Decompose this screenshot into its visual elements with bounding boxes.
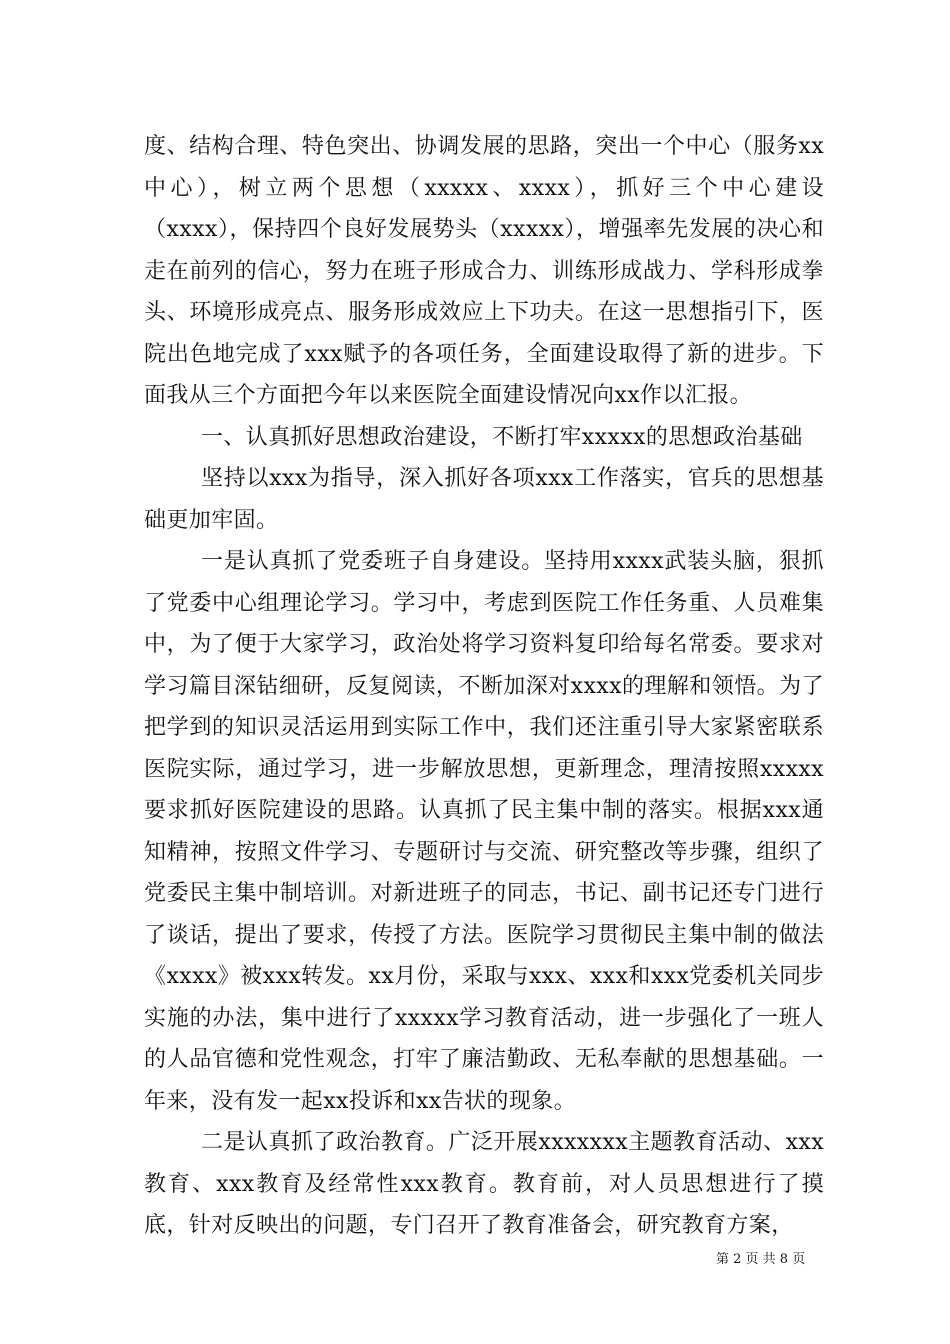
paragraph-continuation: 度、结构合理、特色突出、协调发展的思路，突出一个中心（服务xx中心），树立两个思想（xxxxx、xxxx），抓好三个中心建设（xxxx），保持四个良好发展势头（xxxxx），增强率先发展的决心和走在前列的信心，努力在班子形成合力、训练形成战力、学科形成拳头、环境形成亮点、服务形成效应上下功夫。在这一思想指引下，医院出色地完成了xxx赋予的各项任务，全面建设取得了新的进步。下面我从三个方面把今年以来医院全面建设情况向xx作以汇报。 bbox=[144, 134, 824, 408]
page-number: 第 2 页 共 8 页 bbox=[716, 1252, 806, 1267]
section-heading: 一、认真抓好思想政治建设，不断打牢xxxxx的思想政治基础 bbox=[201, 424, 803, 450]
paragraph-intro: 坚持以xxx为指导，深入抓好各项xxx工作落实，官兵的思想基础更加牢固。 bbox=[144, 466, 824, 533]
paragraph-point-one: 一是认真抓了党委班子自身建设。坚持用xxxx武装头脑，狠抓了党委中心组理论学习。学习中，考虑到医院工作任务重、人员难集中，为了便于大家学习，政治处将学习资料复印给每名常委。要求对学习篇目深钻细研，反复阅读，不断加深对xxxx的理解和领悟。为了把学到的知识灵活运用到实际工作中，我们还注重引导大家紧密联系医院实际，通过学习，进一步解放思想，更新理念，理清按照xxxxx要求抓好医院建设的思路。认真抓了民主集中制的落实。根据xxx通知精神，按照文件学习、专题研讨与交流、研究整改等步骤，组织了党委民主集中制培训。对新进班子的同志，书记、副书记还专门进行了谈话，提出了要求，传授了方法。医院学习贯彻民主集中制的做法《xxxx》被xxx转发。xx月份，采取与xxx、xxx和xxx党委机关同步实施的办法，集中进行了xxxxx学习教育活动，进一步强化了一班人的人品官德和党性观念，打牢了廉洁勤政、无私奉献的思想基础。一年来，没有发一起xx投诉和xx告状的现象。 bbox=[144, 549, 824, 1114]
paragraph-point-two: 二是认真抓了政治教育。广泛开展xxxxxxx主题教育活动、xxx教育、xxx教育及经常性xxx教育。教育前，对人员思想进行了摸底，针对反映出的问题，专门召开了教育准备会，研究教育方案， bbox=[144, 1130, 824, 1238]
document-body bbox=[144, 126, 824, 1247]
